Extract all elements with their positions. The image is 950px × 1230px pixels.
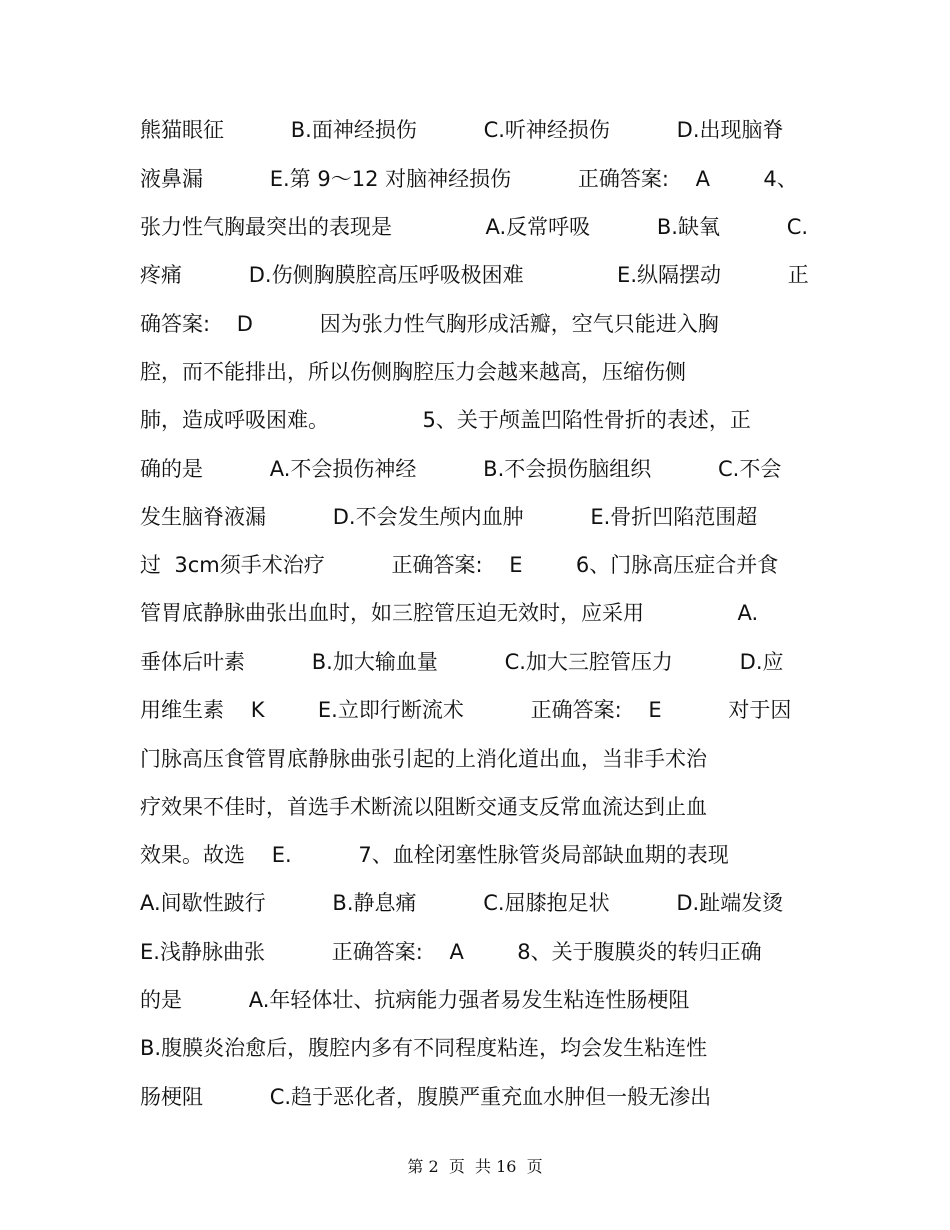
body-text-line: 张力性气胸最突出的表现是 A.反常呼吸 B.缺氧 C. [140, 215, 809, 239]
body-text-line: 用维生素 K E.立即行断流术 正确答案: E 对于因 [140, 698, 792, 722]
body-text-line: 腔，而不能排出，所以伤侧胸腔压力会越来越高，压缩伤侧 [140, 360, 686, 384]
body-text-line: 发生脑脊液漏 D.不会发生颅内血肿 E.骨折凹陷范围超 [140, 505, 758, 529]
body-text-line: 疼痛 D.伤侧胸膜腔高压呼吸极困难 E.纵隔摆动 正 [140, 263, 809, 287]
body-text-line: 熊猫眼征 B.面神经损伤 C.听神经损伤 D.出现脑脊 [140, 118, 784, 142]
page-number-footer: 第 2 页 共 16 页 [407, 1157, 543, 1176]
body-text-line: 门脉高压食管胃底静脉曲张引起的上消化道出血，当非手术治 [140, 747, 707, 771]
body-text-line: 的是 A.年轻体壮、抗病能力强者易发生粘连性肠梗阻 [140, 988, 690, 1012]
body-text-line: A.间歇性跛行 B.静息痛 C.屈膝抱足状 D.趾端发烫 [140, 891, 784, 915]
body-text-line: 疗效果不佳时，首选手术断流以阻断交通支反常血流达到止血 [140, 795, 707, 819]
body-text-line: 管胃底静脉曲张出血时，如三腔管压迫无效时，应采用 A. [140, 601, 759, 625]
body-text-line: 确答案: D 因为张力性气胸形成活瓣，空气只能进入胸 [140, 312, 719, 336]
body-text-line: 效果。故选 E. 7、血栓闭塞性脉管炎局部缺血期的表现 [140, 843, 729, 867]
body-text-line: 确的是 A.不会损伤神经 B.不会损伤脑组织 C.不会 [140, 457, 782, 481]
body-text-line: 过 3cm须手术治疗 正确答案: E 6、门脉高压症合并食 [140, 553, 779, 577]
body-text-line: B.腹膜炎治愈后，腹腔内多有不同程度粘连，均会发生粘连性 [140, 1036, 708, 1060]
body-text-line: 肠梗阻 C.趋于恶化者，腹膜严重充血水肿但一般无渗出 [140, 1085, 712, 1109]
body-text-line: E.浅静脉曲张 正确答案: A 8、关于腹膜炎的转归正确 [140, 940, 762, 964]
body-text-line: 肺，造成呼吸困难。 5、关于颅盖凹陷性骨折的表述，正 [140, 408, 751, 432]
body-text-line: 垂体后叶素 B.加大输血量 C.加大三腔管压力 D.应 [140, 650, 784, 674]
body-text-line: 液鼻漏 E.第 9～12 对脑神经损伤 正确答案: A 4、 [140, 167, 798, 191]
